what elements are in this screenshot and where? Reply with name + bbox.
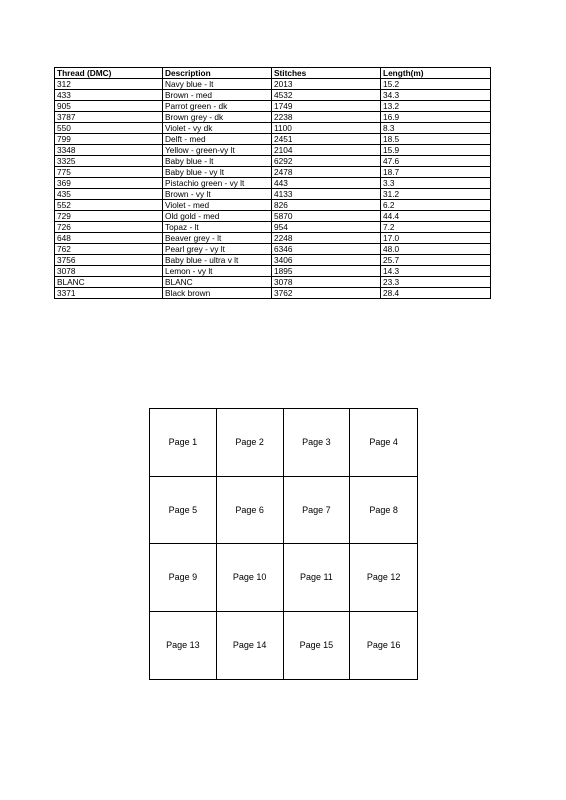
cell-stitches: 2248	[272, 233, 381, 244]
cell-stitches: 1749	[272, 101, 381, 112]
cell-description: Parrot green - dk	[163, 101, 272, 112]
cell-stitches: 826	[272, 200, 381, 211]
cell-description: Brown grey - dk	[163, 112, 272, 123]
page-cell: Page 16	[366, 640, 401, 651]
page-layout-grid	[149, 408, 418, 680]
cell-stitches: 4133	[272, 189, 381, 200]
header-length: Length(m)	[381, 68, 491, 79]
cell-length: 16.9	[381, 112, 491, 123]
table-row	[55, 222, 491, 233]
table-row	[55, 79, 491, 90]
cell-thread: 433	[55, 90, 163, 101]
cell-length: 14.3	[381, 266, 491, 277]
cell-length: 34.3	[381, 90, 491, 101]
page-cell: Page 1	[150, 409, 217, 477]
cell-length: 13.2	[381, 101, 491, 112]
page-cell: Page 2	[217, 409, 284, 477]
cell-stitches: 443	[272, 178, 381, 189]
cell-thread: BLANC	[55, 277, 163, 288]
cell-description: Violet - vy dk	[163, 123, 272, 134]
cell-length: 47.6	[381, 156, 491, 167]
cell-length: 28.4	[381, 288, 491, 299]
cell-description: Baby blue - ultra v lt	[163, 255, 272, 266]
header-description: Description	[163, 68, 272, 79]
page-cell: Page 4	[350, 409, 417, 477]
cell-length: 3.3	[381, 178, 491, 189]
table-row	[55, 101, 491, 112]
cell-stitches: 3762	[272, 288, 381, 299]
table-row	[55, 134, 491, 145]
cell-description: Yellow - green-vy lt	[163, 145, 272, 156]
cell-thread: 435	[55, 189, 163, 200]
cell-thread: 312	[55, 79, 163, 90]
page-cell: Page 6	[217, 477, 284, 545]
cell-thread: 369	[55, 178, 163, 189]
page-cell: Page 8	[350, 477, 417, 545]
table-row	[55, 123, 491, 134]
cell-length: 6.2	[381, 200, 491, 211]
cell-length: 48.0	[381, 244, 491, 255]
cell-thread: 726	[55, 222, 163, 233]
cell-description: Old gold - med	[163, 211, 272, 222]
cell-description: Pistachio green - vy lt	[163, 178, 272, 189]
cell-thread: 3325	[55, 156, 163, 167]
cell-length: 44.4	[381, 211, 491, 222]
page-cell: Page 12	[350, 544, 417, 612]
cell-thread: 3348	[55, 145, 163, 156]
cell-length: 31.2	[381, 189, 491, 200]
cell-description: Baby blue - vy lt	[163, 167, 272, 178]
table-row	[55, 211, 491, 222]
table-row	[55, 277, 491, 288]
table-row	[55, 112, 491, 123]
cell-description: Violet - med	[163, 200, 272, 211]
table-row	[55, 90, 491, 101]
cell-thread: 729	[55, 211, 163, 222]
cell-thread: 648	[55, 233, 163, 244]
cell-stitches: 1895	[272, 266, 381, 277]
cell-length: 17.0	[381, 233, 491, 244]
cell-length: 7.2	[381, 222, 491, 233]
cell-stitches: 1100	[272, 123, 381, 134]
cell-stitches: 2013	[272, 79, 381, 90]
cell-thread: 775	[55, 167, 163, 178]
table-header-row	[55, 68, 491, 79]
table-row	[55, 189, 491, 200]
cell-thread: 552	[55, 200, 163, 211]
cell-thread: 905	[55, 101, 163, 112]
cell-length: 18.7	[381, 167, 491, 178]
cell-stitches: 2451	[272, 134, 381, 145]
cell-stitches: 2478	[272, 167, 381, 178]
cell-description: Topaz - lt	[163, 222, 272, 233]
cell-stitches: 954	[272, 222, 381, 233]
cell-description: Delft - med	[163, 134, 272, 145]
cell-thread: 3787	[55, 112, 163, 123]
table-row	[55, 266, 491, 277]
cell-description: Baby blue - lt	[163, 156, 272, 167]
cell-stitches: 3406	[272, 255, 381, 266]
page-cell: Page 14	[217, 612, 284, 680]
cell-length: 15.9	[381, 145, 491, 156]
cell-thread: 762	[55, 244, 163, 255]
cell-description: Beaver grey - lt	[163, 233, 272, 244]
table-row	[55, 244, 491, 255]
cell-length: 15.2	[381, 79, 491, 90]
page-cell: Page 15	[284, 612, 351, 680]
cell-stitches: 5870	[272, 211, 381, 222]
cell-stitches: 4532	[272, 90, 381, 101]
table-row	[55, 178, 491, 189]
cell-description: Black brown	[163, 288, 272, 299]
cell-thread: 550	[55, 123, 163, 134]
cell-description: Brown - med	[163, 90, 272, 101]
cell-stitches: 2104	[272, 145, 381, 156]
cell-stitches: 2238	[272, 112, 381, 123]
table-row	[55, 156, 491, 167]
page-cell: Page 5	[150, 477, 217, 545]
cell-description: Lemon - vy lt	[163, 266, 272, 277]
table-row	[55, 167, 491, 178]
cell-thread: 3756	[55, 255, 163, 266]
page-cell: Page 13	[150, 612, 217, 680]
table-row	[55, 200, 491, 211]
page-cell: Page 9	[150, 544, 217, 612]
page-cell: Page 10	[217, 544, 284, 612]
page-cell: Page 11	[284, 544, 351, 612]
table-body	[55, 79, 491, 299]
cell-description: Brown - vy lt	[163, 189, 272, 200]
cell-description: BLANC	[163, 277, 272, 288]
thread-table	[54, 67, 491, 299]
cell-length: 18.5	[381, 134, 491, 145]
table-row	[55, 233, 491, 244]
page-cell: Page 7	[284, 477, 351, 545]
cell-description: Navy blue - lt	[163, 79, 272, 90]
table-row	[55, 255, 491, 266]
cell-stitches: 6346	[272, 244, 381, 255]
cell-length: 23.3	[381, 277, 491, 288]
table-row	[55, 145, 491, 156]
header-thread: Thread (DMC)	[55, 68, 163, 79]
cell-stitches: 3078	[272, 277, 381, 288]
cell-description: Pearl grey - vy lt	[163, 244, 272, 255]
cell-stitches: 6292	[272, 156, 381, 167]
cell-length: 8.3	[381, 123, 491, 134]
table-row	[55, 288, 491, 299]
page-cell: Page 3	[284, 409, 351, 477]
cell-thread: 799	[55, 134, 163, 145]
cell-thread: 3078	[55, 266, 163, 277]
header-stitches: Stitches	[272, 68, 381, 79]
cell-length: 25.7	[381, 255, 491, 266]
cell-thread: 3371	[55, 288, 163, 299]
